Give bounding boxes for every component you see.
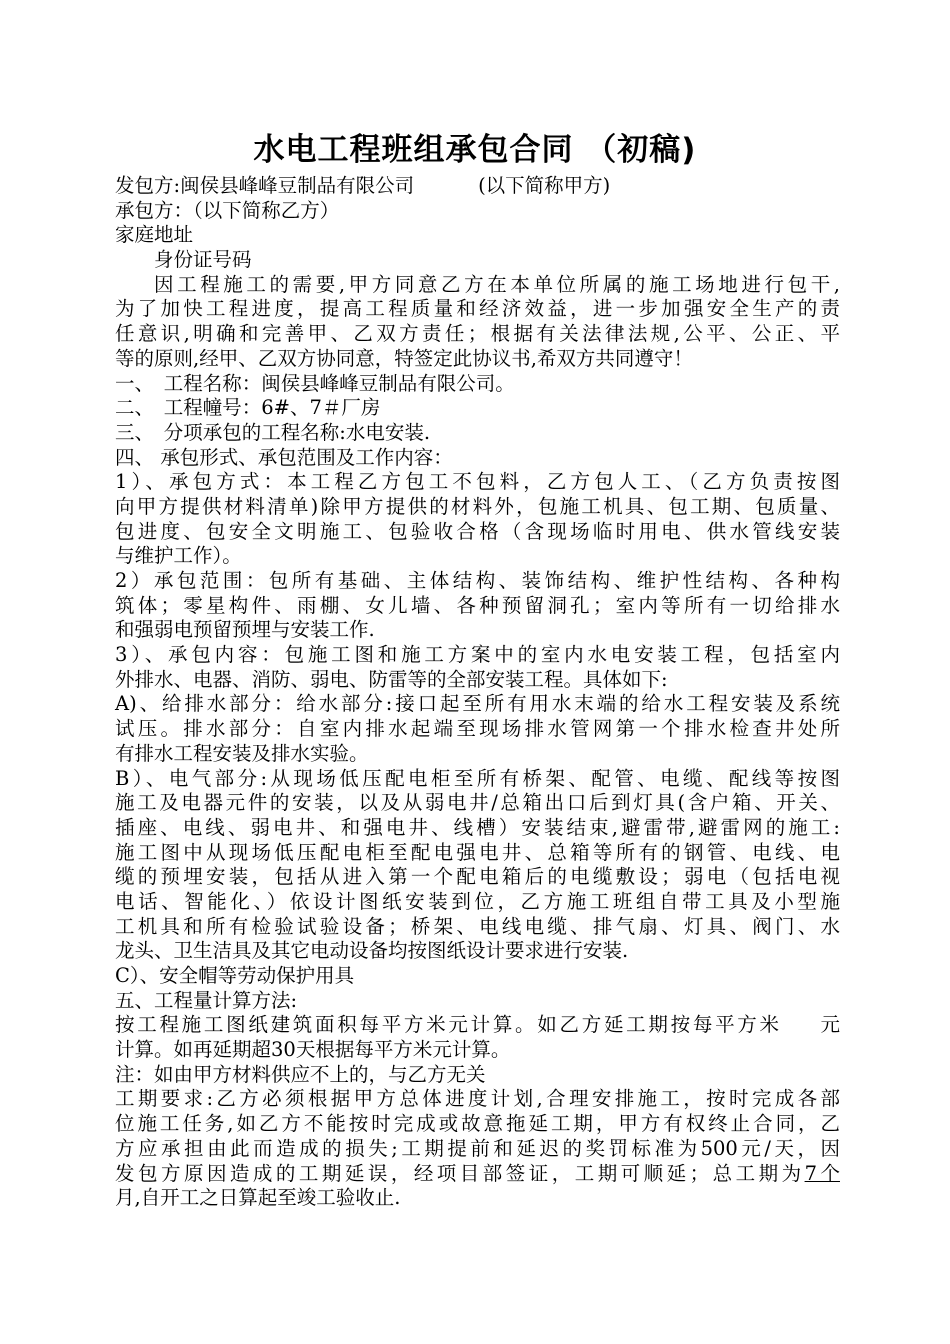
- section-c-line: C）、安全帽等劳动保护用具: [115, 964, 355, 987]
- preamble-line: 为了加快工程进度，提高工程质量和经济效益，进一步加强安全生产的责: [115, 297, 840, 321]
- document-body: [115, 174, 840, 1211]
- clause-item: 二、 工程幢号：6#、7＃厂房: [115, 396, 381, 420]
- address-line: 家庭地址: [115, 223, 194, 247]
- section-5-title: 五、工程量计算方法:: [115, 988, 298, 1012]
- section-a-line: 试压。排水部分：自室内排水起端至现场排水管网第一个排水检查井处所: [115, 717, 840, 741]
- schedule-line: 月,自开工之日算起至竣工验收止.: [115, 1186, 401, 1210]
- section-5-unit: 元: [817, 1013, 840, 1037]
- schedule-line: 位施工任务,如乙方不能按时完成或故意拖延工期，甲方有权终止合同，乙: [115, 1112, 840, 1136]
- section-3-line: 外排水、电器、消防、弱电、防雷等的全部安装工程。具体如下:: [115, 667, 668, 691]
- clause-item: 四、 承包形式、承包范围及工作内容：: [115, 445, 453, 469]
- section-2-line: 筑体；零星构件、雨棚、女儿墙、各种预留洞孔；室内等所有一切给排水: [115, 593, 840, 617]
- clause-item: 三、 分项承包的工程名称:水电安装.: [115, 420, 431, 444]
- section-b-line: 插座、电线、弱电井、和强电井、线槽）安装结束,避雷带,避雷网的施工:: [115, 815, 840, 839]
- section-5-line: 计算。如再延期超30天根据每平方米元计算。: [115, 1038, 511, 1062]
- preamble-line: 等的原则,经甲、乙双方协同意，特签定此协议书,希双方共同遵守！: [115, 346, 693, 370]
- schedule-line: 工期要求:乙方必须根据甲方总体进度计划,合理安排施工，按时完成各部: [115, 1087, 840, 1111]
- schedule-text: 发包方原因造成的工期延误，经项目部签证，工期可顺延；总工期为: [115, 1161, 805, 1185]
- section-1-line: 与维护工作）。: [115, 544, 242, 568]
- section-b-line: B）、电气部分:从现场低压配电柜至所有桥架、配管、电缆、配线等按图: [115, 766, 840, 790]
- clause-item: 一、 工程名称：闽侯县峰峰豆制品有限公司。: [115, 371, 515, 395]
- schedule-line: [115, 1162, 840, 1187]
- section-1-line: 包进度、包安全文明施工、包验收合格（含现场临时用电、供水管线安装: [115, 519, 840, 543]
- employer-line: [115, 174, 840, 199]
- section-b-line: 龙头、卫生洁具及其它电动设备均按图纸设计要求进行安装.: [115, 939, 629, 963]
- section-5-text: 按工程施工图纸建筑面积每平方米元计算。如乙方延工期按每平方米: [115, 1013, 782, 1037]
- schedule-line: 方应承担由此而造成的损失;工期提前和延迟的奖罚标准为500元/天，因: [115, 1136, 840, 1160]
- section-b-line: 电话、智能化、）依设计图纸安装到位，乙方施工班组自带工具及小型施: [115, 889, 840, 913]
- contractor-line: 承包方：（以下简称乙方）: [115, 198, 340, 222]
- section-2-line: 2）承包范围：包所有基础、主体结构、装饰结构、维护性结构、各种构: [115, 569, 840, 592]
- document-title: 水电工程班组承包合同 （初稿): [253, 132, 697, 168]
- note-line: 注：如由甲方材料供应不上的，与乙方无关: [115, 1062, 486, 1086]
- section-b-line: 工机具和所有检验试验设备；桥架、电线电缆、排气扇、灯具、阀门、水: [115, 914, 840, 938]
- section-a-line: 有排水工程安装及排水实验。: [115, 741, 369, 765]
- id-number-line: 身份证号码: [154, 248, 252, 272]
- employer-alias: (以下简称甲方): [478, 174, 611, 197]
- total-duration: 7个: [804, 1161, 840, 1185]
- section-b-line: 施工图中从现场低压配电柜至配电强电井、总箱等所有的钢管、电线、电: [115, 840, 840, 864]
- section-2-line: 和强弱电预留预埋与安装工作.: [115, 618, 375, 642]
- section-b-line: 缆的预埋安装，包括从进入第一个配电箱后的电缆敷设；弱电（包括电视: [115, 865, 840, 889]
- employer-name: 发包方:闽侯县峰峰豆制品有限公司: [115, 174, 415, 197]
- section-3-line: 3）、承包内容：包施工图和施工方案中的室内水电安装工程，包括室内: [115, 643, 840, 667]
- section-a-line: A)、给排水部分：给水部分:接口起至所有用水末端的给水工程安装及系统: [115, 692, 840, 716]
- preamble-line: 因工程施工的需要,甲方同意乙方在本单位所属的施工场地进行包干,: [154, 272, 840, 296]
- preamble-line: 任意识,明确和完善甲、乙双方责任；根据有关法律法规,公平、公正、平: [115, 322, 840, 346]
- section-5-line: [115, 1013, 840, 1038]
- section-1-line: 向甲方提供材料清单)除甲方提供的材料外，包施工机具、包工期、包质量、: [115, 494, 840, 518]
- section-b-line: 施工及电器元件的安装，以及从弱电井/总箱出口后到灯具(含户箱、开关、: [115, 791, 840, 815]
- section-1-line: 1）、承包方式：本工程乙方包工不包料，乙方包人工、（乙方负责按图: [115, 470, 840, 494]
